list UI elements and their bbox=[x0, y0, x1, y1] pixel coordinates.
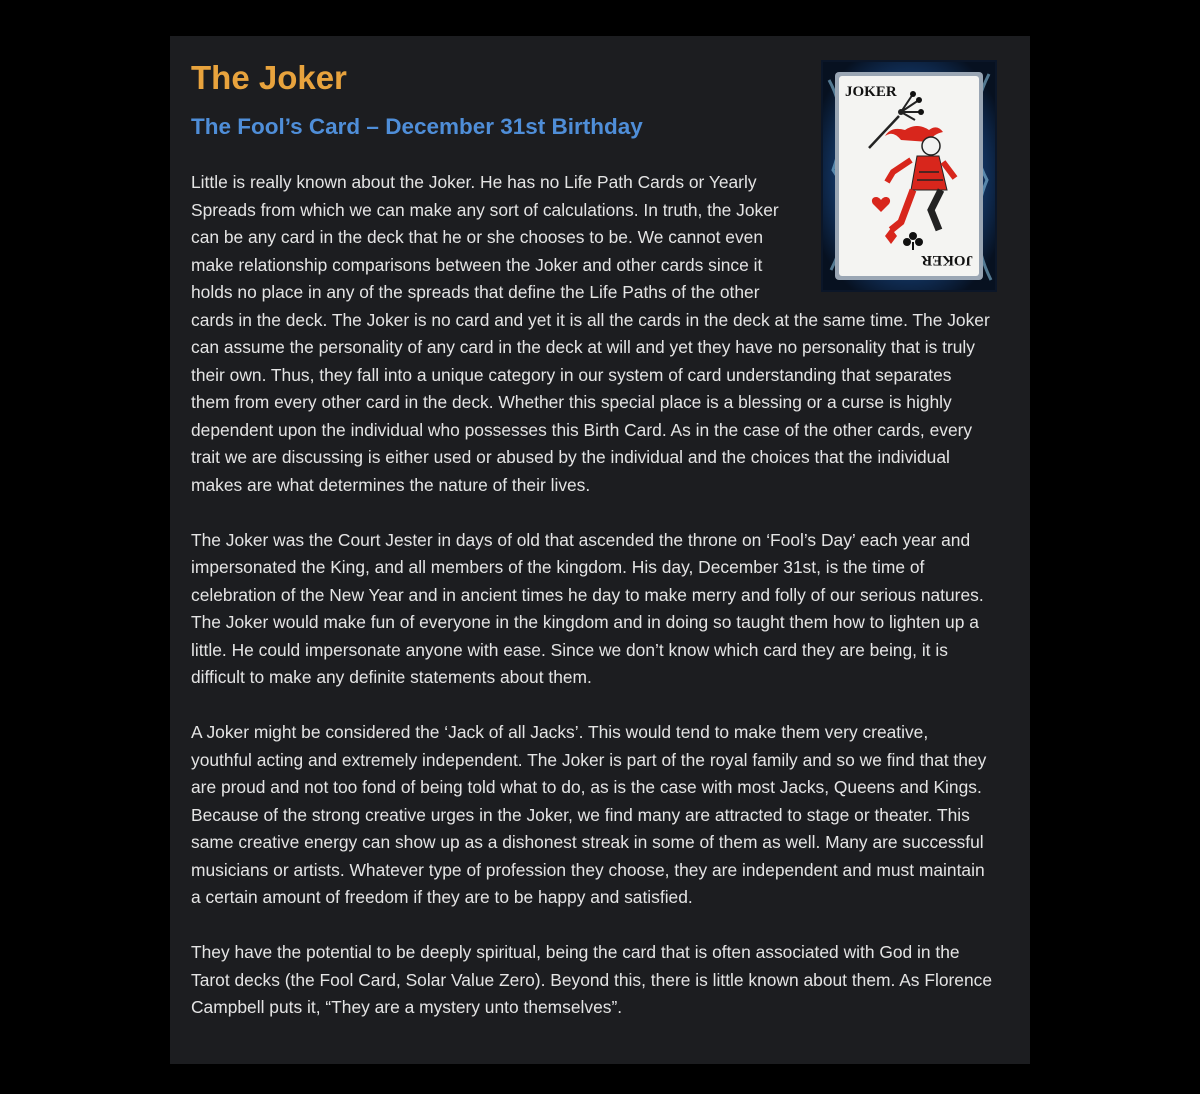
article-panel bbox=[170, 36, 1030, 1064]
joker-card-image bbox=[821, 60, 997, 292]
paragraph: They have the potential to be deeply spiritual, being the card that is often associated with God in the Tarot decks (the Fool Card, Solar Value Zero). Beyond this, there is little known about them. As Florence Campbell puts it, “They are a mystery unto themselves”. bbox=[191, 942, 992, 1017]
page-subtitle: The Fool’s Card – December 31st Birthday bbox=[191, 114, 643, 139]
paragraph: A Joker might be considered the ‘Jack of all Jacks’. This would tend to make them very creative, youthful acting and extremely independent. The Joker is part of the royal family and so we find that they are proud and not too fond of being told what to do, as is the case with most Jacks, Queens and Kings. Because of the strong creative urges in the Joker, we find many are attracted to stage or theater. This same creative energy can show up as a dishonest streak in some of them as well. Many are successful musicians or artists. Whatever type of profession they choose, they are independent and must maintain a certain amount of freedom if they are to be happy and satisfied. bbox=[191, 722, 987, 907]
paragraph: The Joker was the Court Jester in days of old that ascended the throne on ‘Fool’s Day’ each year and impersonated the King, and all members of the kingdom. His day, December 31st, is the time of celebration of the New Year and in ancient times he day to make merry and folly of our serious natures. The Joker would make fun of everyone in the kingdom and in doing so taught them how to lighten up a little. He could impersonate anyone with ease. Since we don’t know which card they are being, it is difficult to make any definite statements about them. bbox=[191, 529, 984, 687]
card-label-bottom: JOKER bbox=[921, 252, 973, 268]
article-body bbox=[191, 169, 993, 1022]
card-label-top: JOKER bbox=[845, 84, 897, 100]
paragraph: Little is really known about the Joker. He has no Life Path Cards or Yearly Spreads from which we can make any sort of calculations. In truth, the Joker can be any card in the deck that he or she chooses to be. We cannot even make relationship comparisons between the Joker and other cards since it holds no place in any of the spreads that define the Life Paths of the other cards in the deck. The Joker is no card and yet it is all the cards in the deck at the same time. The Joker can assume the personality of any card in the deck at will and yet they have no personality that is truly their own. Thus, they fall into a unique category in our system of card understanding that separates them from every other card in the deck. Whether this special place is a blessing or a curse is highly dependent upon the individual who possesses this Birth Card. As in the case of the other cards, every trait we are discussing is either used or abused by the individual and the choices that the individual makes are what determines the nature of their lives. bbox=[191, 172, 990, 495]
page-title: The Joker bbox=[191, 59, 347, 96]
